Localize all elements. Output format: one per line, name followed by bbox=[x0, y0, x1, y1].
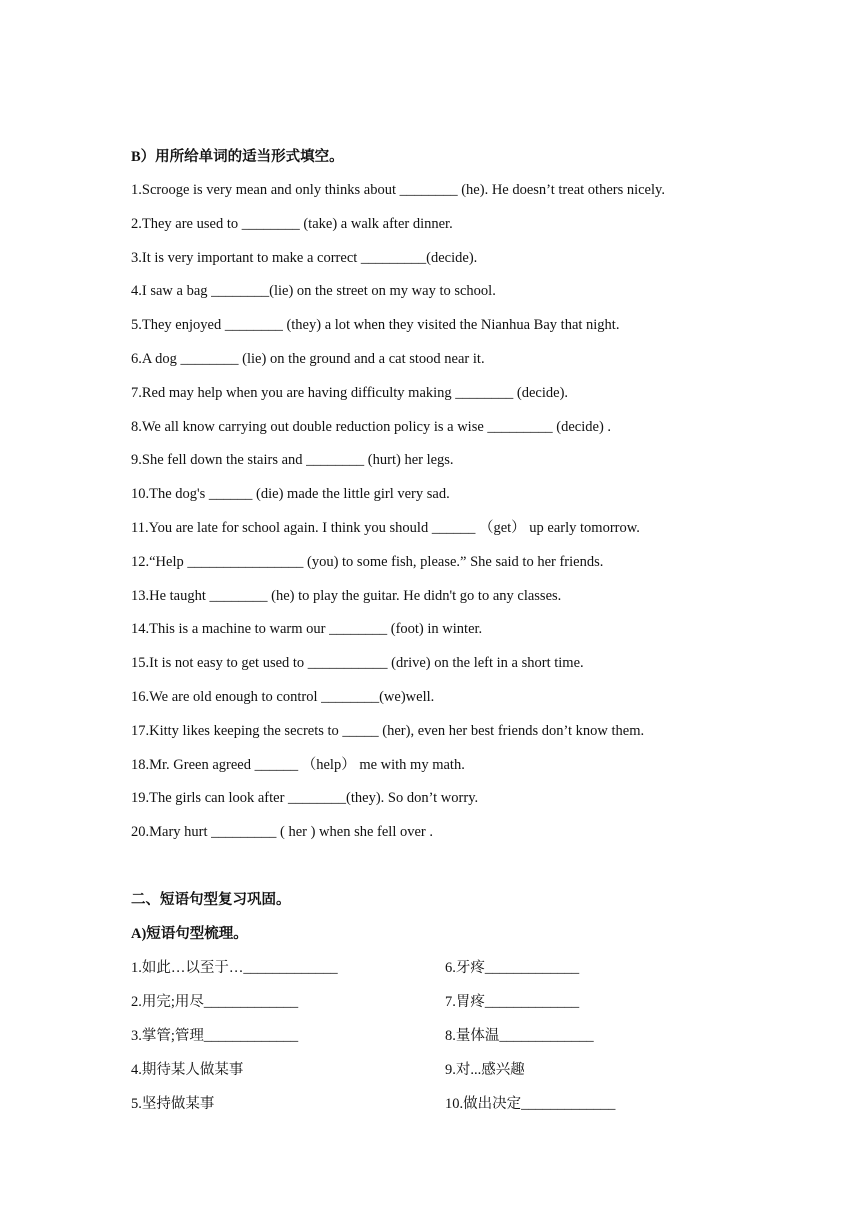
exercise-item-14: 14.This is a machine to warm our ________ (foot) in winter. bbox=[131, 621, 483, 638]
exercise-item-20: 20.Mary hurt _________ ( her ) when she fell over . bbox=[131, 824, 434, 841]
phrase-item-6: 6.牙疼_____________ bbox=[445, 959, 580, 976]
exercise-item-9: 9.She fell down the stairs and ________ (hurt) her legs. bbox=[131, 452, 454, 469]
phrase-item-3: 3.掌管;管理_____________ bbox=[131, 1027, 299, 1044]
exercise-item-1: 1.Scrooge is very mean and only thinks about ________ (he). He doesn’t treat others nicely. bbox=[131, 182, 665, 198]
phrase-item-7: 7.胃疼_____________ bbox=[445, 993, 580, 1010]
phrase-item-4: 4.期待某人做某事 bbox=[131, 1061, 244, 1078]
phrase-item-2: 2.用完;用尽_____________ bbox=[131, 993, 299, 1010]
section-b-heading: B）用所给单词的适当形式填空。 bbox=[131, 149, 344, 165]
exercise-item-6: 6.A dog ________ (lie) on the ground and a cat stood near it. bbox=[131, 350, 485, 367]
exercise-item-17: 17.Kitty likes keeping the secrets to _____ (her), even her best friends don’t know them. bbox=[131, 722, 645, 739]
exercise-item-18: 18.Mr. Green agreed ______ （help） me with my math. bbox=[131, 756, 465, 773]
phrase-item-9: 9.对...感兴趣 bbox=[445, 1061, 525, 1078]
section-b-list bbox=[131, 174, 771, 850]
phrase-grid bbox=[131, 951, 771, 1121]
exercise-item-4: 4.I saw a bag ________(lie) on the street on my way to school. bbox=[131, 283, 496, 300]
exercise-item-19: 19.The girls can look after ________(they). So don’t worry. bbox=[131, 790, 479, 807]
section-spacer bbox=[131, 850, 771, 883]
exercise-item-10: 10.The dog's ______ (die) made the little girl very sad. bbox=[131, 486, 450, 503]
exercise-item-13: 13.He taught ________ (he) to play the guitar. He didn't go to any classes. bbox=[131, 587, 562, 604]
phrase-item-5: 5.坚持做某事 bbox=[131, 1095, 215, 1112]
exercise-item-3: 3.It is very important to make a correct _________(decide). bbox=[131, 249, 478, 266]
exercise-item-16: 16.We are old enough to control ________(we)well. bbox=[131, 688, 435, 705]
phrase-item-8: 8.量体温_____________ bbox=[445, 1027, 594, 1044]
exercise-item-12: 12.“Help ________________ (you) to some fish, please.” She said to her friends. bbox=[131, 553, 604, 570]
worksheet-page bbox=[131, 140, 771, 1121]
exercise-item-15: 15.It is not easy to get used to ___________ (drive) on the left in a short time. bbox=[131, 655, 584, 672]
section-two-subheading: A)短语句型梳理。 bbox=[131, 925, 248, 942]
exercise-item-2: 2.They are used to ________ (take) a walk after dinner. bbox=[131, 215, 453, 232]
section-two-heading: 二、短语句型复习巩固。 bbox=[131, 891, 291, 908]
exercise-item-8: 8.We all know carrying out double reduction policy is a wise _________ (decide) . bbox=[131, 418, 612, 435]
exercise-item-5: 5.They enjoyed ________ (they) a lot when they visited the Nianhua Bay that night. bbox=[131, 317, 620, 334]
phrase-item-1: 1.如此…以至于…_____________ bbox=[131, 959, 338, 976]
exercise-item-11: 11.You are late for school again. I think you should ______ （get） up early tomorrow. bbox=[131, 519, 640, 536]
exercise-item-7: 7.Red may help when you are having difficulty making ________ (decide). bbox=[131, 384, 569, 401]
phrase-item-10: 10.做出决定_____________ bbox=[445, 1095, 616, 1112]
